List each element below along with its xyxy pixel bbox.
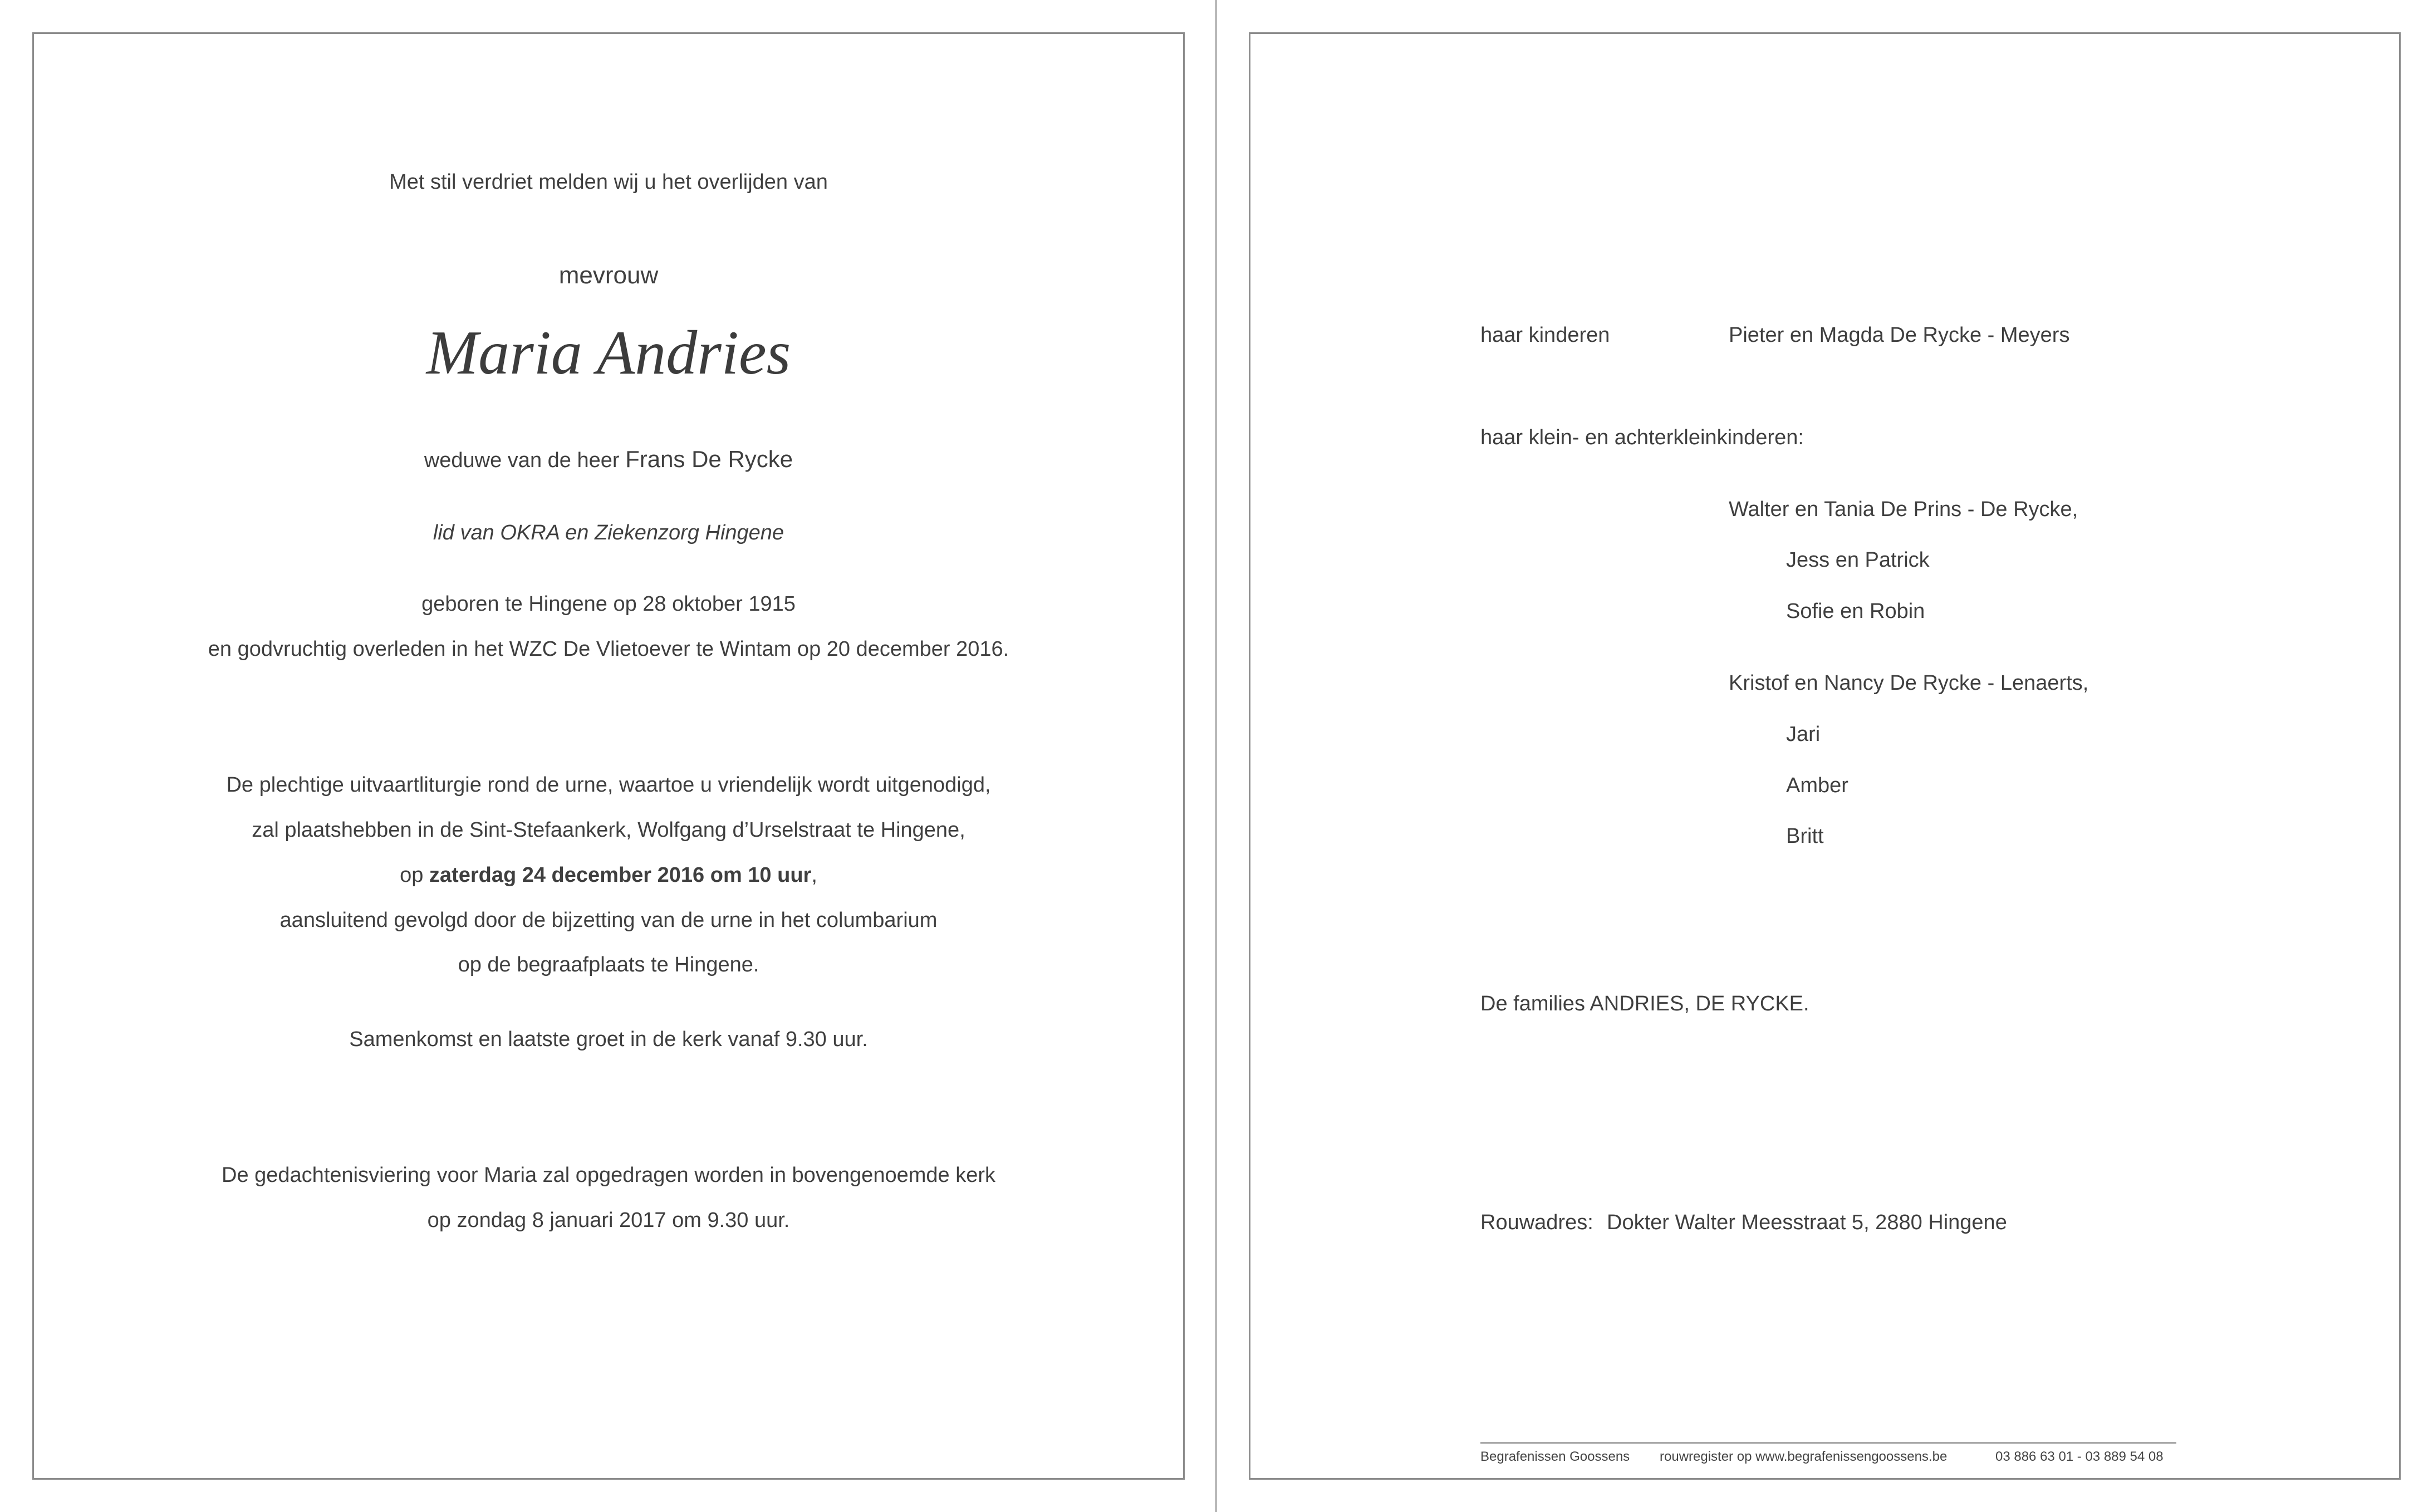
death-line: en godvruchtig overleden in het WZC De Vlietoever te Wintam op 20 december 2016. [208,637,1009,661]
deceased-name: Maria Andries [426,318,791,387]
grandchildren-label: haar klein- en achterkleinkinderen: [1480,426,1804,449]
footer-divider [1480,1442,2176,1444]
funeral-line-4: aansluitend gevolgd door de bijzetting van de urne in het columbarium [279,909,938,932]
left-page [32,32,1185,1480]
right-page [1249,32,2401,1480]
footer-company: Begrafenissen Goossens [1480,1449,1630,1464]
widow-line [34,446,1183,474]
family-1-member: Jess en Patrick [1786,548,1930,572]
family-2-member: Amber [1786,774,1848,797]
salutation: mevrouw [558,262,659,289]
footer-register: rouwregister op www.begrafenissengoossens.be [1660,1449,1948,1464]
funeral-line-1: De plechtige uitvaartliturgie rond de urne, waartoe u vriendelijk wordt uitgenodigd, [226,773,991,797]
family-2-member: Jari [1786,723,1821,746]
family-1-head: Walter en Tania De Prins - De Rycke, [1729,498,2078,521]
funeral-line-2: zal plaatshebben in de Sint-Stefaankerk, Wolfgang d’Urselstraat te Hingene, [252,818,965,842]
family-1-member: Sofie en Robin [1786,600,1925,623]
memorial-line-2: op zondag 8 januari 2017 om 9.30 uur. [427,1209,790,1232]
funeral-date: zaterdag 24 december 2016 om 10 uur [429,863,812,887]
children-label: haar kinderen [1480,323,1610,347]
address: Dokter Walter Meesstraat 5, 2880 Hingene [1607,1211,2007,1234]
family-2-head: Kristof en Nancy De Rycke - Lenaerts, [1729,671,2089,695]
widow-prefix: weduwe van de heer [424,449,626,472]
families-line: De families ANDRIES, DE RYCKE. [1480,992,1809,1015]
footer-phone: 03 886 63 01 - 03 889 54 08 [1995,1449,2164,1464]
funeral-date-prefix: op [400,863,429,887]
family-2-member: Britt [1786,824,1824,848]
children-names: Pieter en Magda De Rycke - Meyers [1729,323,2070,347]
page-divider [1215,0,1217,1512]
funeral-date-suffix: , [811,863,817,887]
gathering-line: Samenkomst en laatste groet in de kerk vanaf 9.30 uur. [349,1028,868,1051]
widow-name: Frans De Rycke [625,446,793,472]
funeral-line-3 [34,862,1183,888]
birth-line: geboren te Hingene op 28 oktober 1915 [421,592,796,616]
address-label: Rouwadres: [1480,1211,1593,1234]
funeral-line-5: op de begraafplaats te Hingene. [458,953,759,976]
memorial-line-1: De gedachtenisviering voor Maria zal opgedragen worden in bovengenoemde kerk [222,1164,995,1187]
membership: lid van OKRA en Ziekenzorg Hingene [433,521,784,544]
intro-text: Met stil verdriet melden wij u het overlijden van [389,170,828,194]
